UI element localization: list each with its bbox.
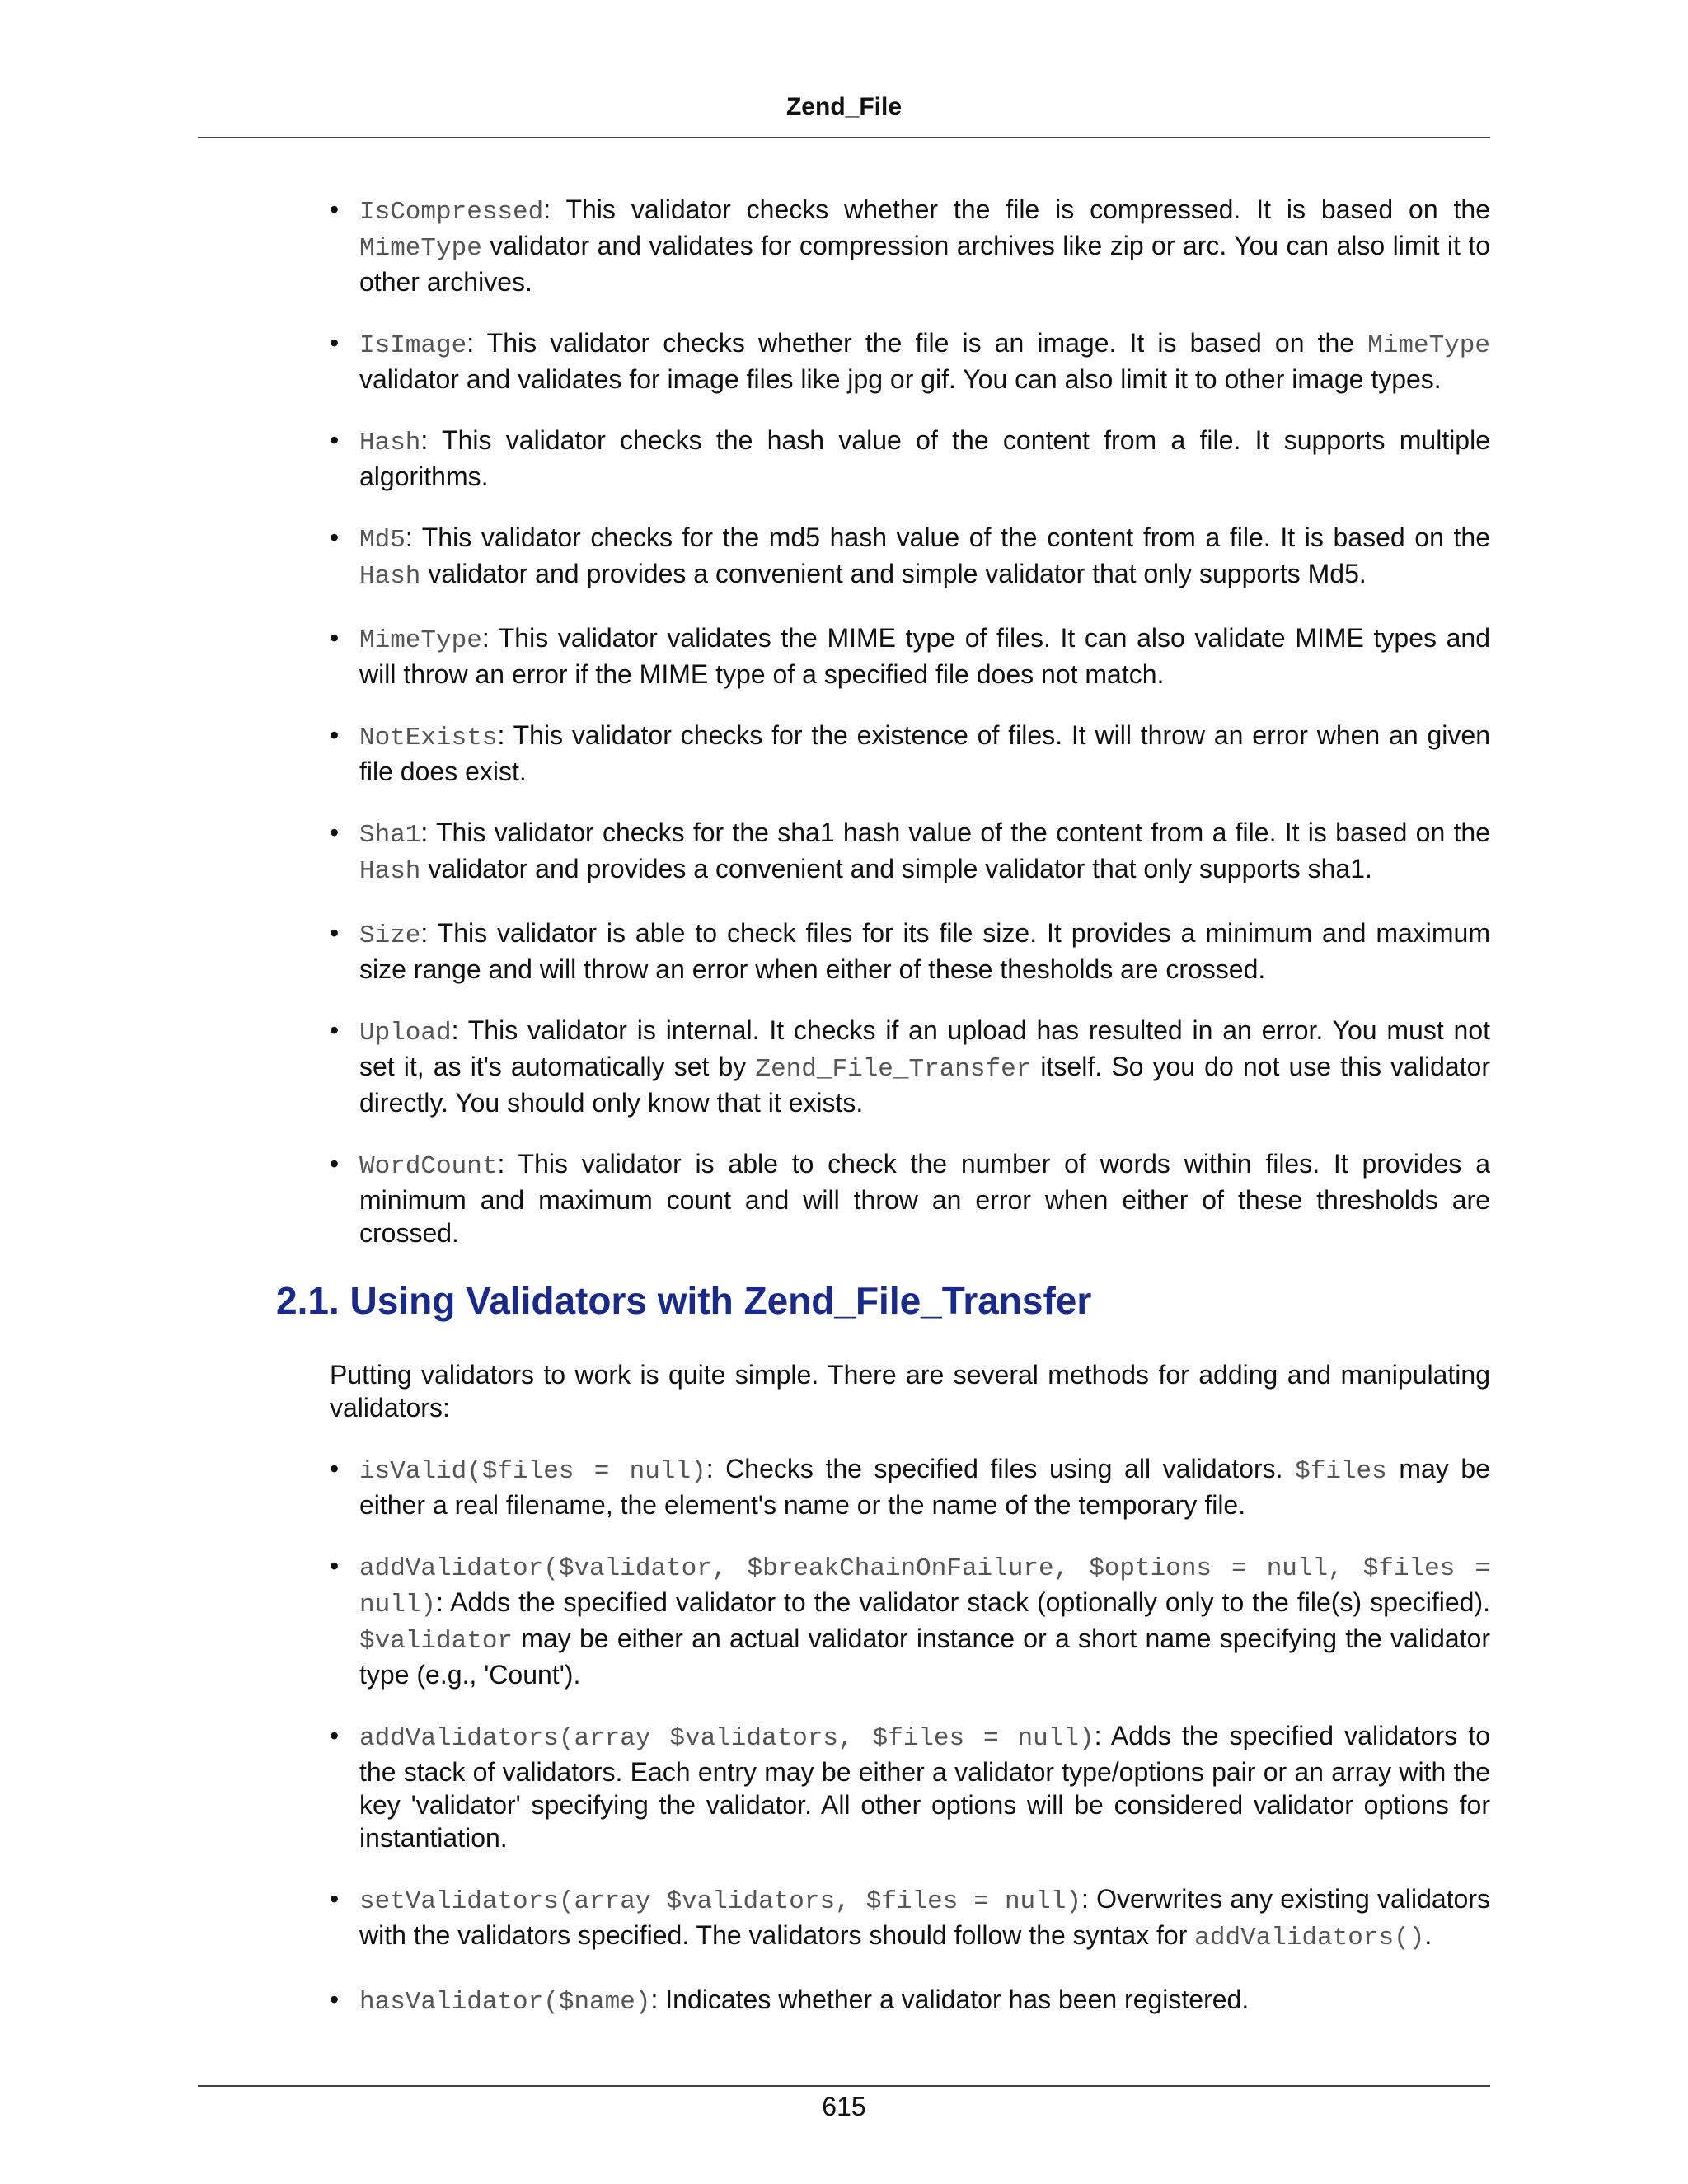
section-title: 2.1. Using Validators with Zend_File_Transfer — [276, 1279, 1092, 1322]
item-text: : Indicates whether a validator has been registered. — [650, 1985, 1250, 2014]
code-term: Hash — [359, 857, 421, 886]
item-text: : This validator checks whether the file is compressed. It is based on the — [543, 194, 1490, 224]
code-term: Upload — [359, 1019, 452, 1047]
code-term: WordCount — [359, 1152, 498, 1181]
list-item — [330, 1719, 1490, 1854]
method-list — [330, 1452, 1490, 2019]
code-term: IsCompressed — [359, 198, 544, 227]
item-text: validator and validates for compression archives like zip or arc. You can also limit it to other archives. — [359, 231, 1490, 297]
bullet-icon: • — [330, 425, 340, 455]
footer-rule — [198, 2085, 1490, 2087]
code-term: Zend_File_Transfer — [755, 1055, 1032, 1084]
list-item — [330, 916, 1490, 986]
list-item — [330, 521, 1490, 593]
code-term: MimeType — [1367, 331, 1490, 360]
code-term: Size — [359, 921, 421, 950]
list-item — [330, 1452, 1490, 1521]
item-text: : This validator checks for the sha1 hash value of the content from a file. It is based on the — [420, 818, 1490, 847]
page-number: 615 — [822, 2092, 866, 2121]
list-item — [330, 1549, 1490, 1691]
bullet-icon: • — [330, 1149, 340, 1179]
validator-list — [330, 193, 1490, 1249]
code-term: $files — [1295, 1457, 1387, 1486]
item-text: : Checks the specified files using all validators. — [706, 1454, 1296, 1483]
item-text: : This validator is internal. It checks if an upload has resulted in an error. You must not set it, as it's automatically set by — [359, 1015, 1490, 1081]
item-text: : Overwrites any existing validators with the validators specified. The validators should follow the syntax for — [359, 1884, 1490, 1950]
bullet-icon: • — [330, 1721, 340, 1750]
item-text: may be either an actual validator instance or a short name specifying the validator type (e.g., 'Count'). — [359, 1624, 1490, 1690]
code-term: Sha1 — [359, 821, 421, 850]
bullet-icon: • — [330, 623, 340, 653]
item-text: : This validator is able to check files for its file size. It provides a minimum and maximum size range and will throw an error when either of these thesholds are crossed. — [359, 918, 1490, 984]
bullet-icon: • — [330, 918, 340, 948]
list-item — [330, 816, 1490, 888]
bullet-icon: • — [330, 818, 340, 847]
item-text: validator and provides a convenient and simple validator that only supports Md5. — [420, 559, 1367, 588]
code-term: MimeType — [359, 234, 482, 263]
item-text: may be either a real filename, the element's name or the name of the temporary file. — [359, 1454, 1490, 1520]
item-text: : This validator validates the MIME type of files. It can also validate MIME types and will throw an error if the MIME type of a specified file does not match. — [359, 623, 1490, 689]
list-item — [330, 719, 1490, 788]
item-text: . — [1424, 1920, 1432, 1950]
item-text: : This validator checks whether the file is an image. It is based on the — [467, 328, 1368, 358]
code-term: $validator — [359, 1627, 513, 1656]
header-rule — [198, 137, 1490, 138]
code-term: Hash — [359, 562, 421, 591]
code-term: Hash — [359, 429, 421, 457]
bullet-icon: • — [330, 1551, 340, 1581]
list-item — [330, 326, 1490, 396]
item-text: validator and validates for image files like jpg or gif. You can also limit it to other image types. — [359, 364, 1442, 394]
item-text: : This validator checks for the existence of files. It will throw an error when an given file does exist. — [359, 720, 1490, 786]
list-item — [330, 424, 1490, 493]
code-term: setValidators(array $validators, $files = null) — [359, 1887, 1081, 1916]
bullet-icon: • — [330, 1985, 340, 2014]
list-item — [330, 1882, 1490, 1955]
code-term: addValidator($validator, $breakChainOnFailure, $options = null, $files = null) — [359, 1554, 1490, 1619]
item-text: validator and provides a convenient and simple validator that only supports sha1. — [420, 854, 1372, 883]
code-term: addValidators(array $validators, $files = null) — [359, 1724, 1095, 1753]
section-intro: Putting validators to work is quite simple. There are several methods for adding and manipulating validators: — [330, 1360, 1490, 1422]
bullet-icon: • — [330, 194, 340, 224]
list-item — [330, 621, 1490, 691]
code-term: MimeType — [359, 626, 482, 655]
code-term: addValidators() — [1194, 1924, 1425, 1952]
bullet-icon: • — [330, 1015, 340, 1045]
code-term: IsImage — [359, 331, 467, 360]
bullet-icon: • — [330, 1884, 340, 1914]
code-term: isValid($files = null) — [359, 1457, 706, 1486]
item-text: : Adds the specified validator to the validator stack (optionally only to the file(s) specified). — [436, 1587, 1490, 1617]
item-text: : Adds the specified validators to the stack of validators. Each entry may be either a validator type/options pair or an array with the key 'validator' specifying the validator. All other options will be considered validator options for instantiation. — [359, 1721, 1491, 1853]
code-term: Md5 — [359, 526, 406, 555]
code-term: hasValidator($name) — [359, 1988, 651, 2017]
bullet-icon: • — [330, 523, 340, 552]
running-header: Zend_File — [785, 93, 903, 120]
list-item — [330, 193, 1490, 298]
item-text: : This validator is able to check the number of words within files. It provides a minimum and maximum count and will throw an error when either of these thresholds are crossed. — [359, 1149, 1490, 1248]
item-text: : This validator checks the hash value of the content from a file. It supports multiple algorithms. — [359, 425, 1490, 491]
page-content — [276, 193, 1491, 2047]
list-item — [330, 1014, 1490, 1119]
list-item — [330, 1147, 1490, 1249]
bullet-icon: • — [330, 328, 340, 358]
code-term: NotExists — [359, 724, 498, 752]
bullet-icon: • — [330, 720, 340, 750]
list-item — [330, 1983, 1490, 2019]
item-text: : This validator checks for the md5 hash value of the content from a file. It is based on the — [405, 523, 1490, 552]
item-text: itself. So you do not use this validator directly. You should only know that it exists. — [359, 1052, 1491, 1118]
bullet-icon: • — [330, 1454, 340, 1483]
